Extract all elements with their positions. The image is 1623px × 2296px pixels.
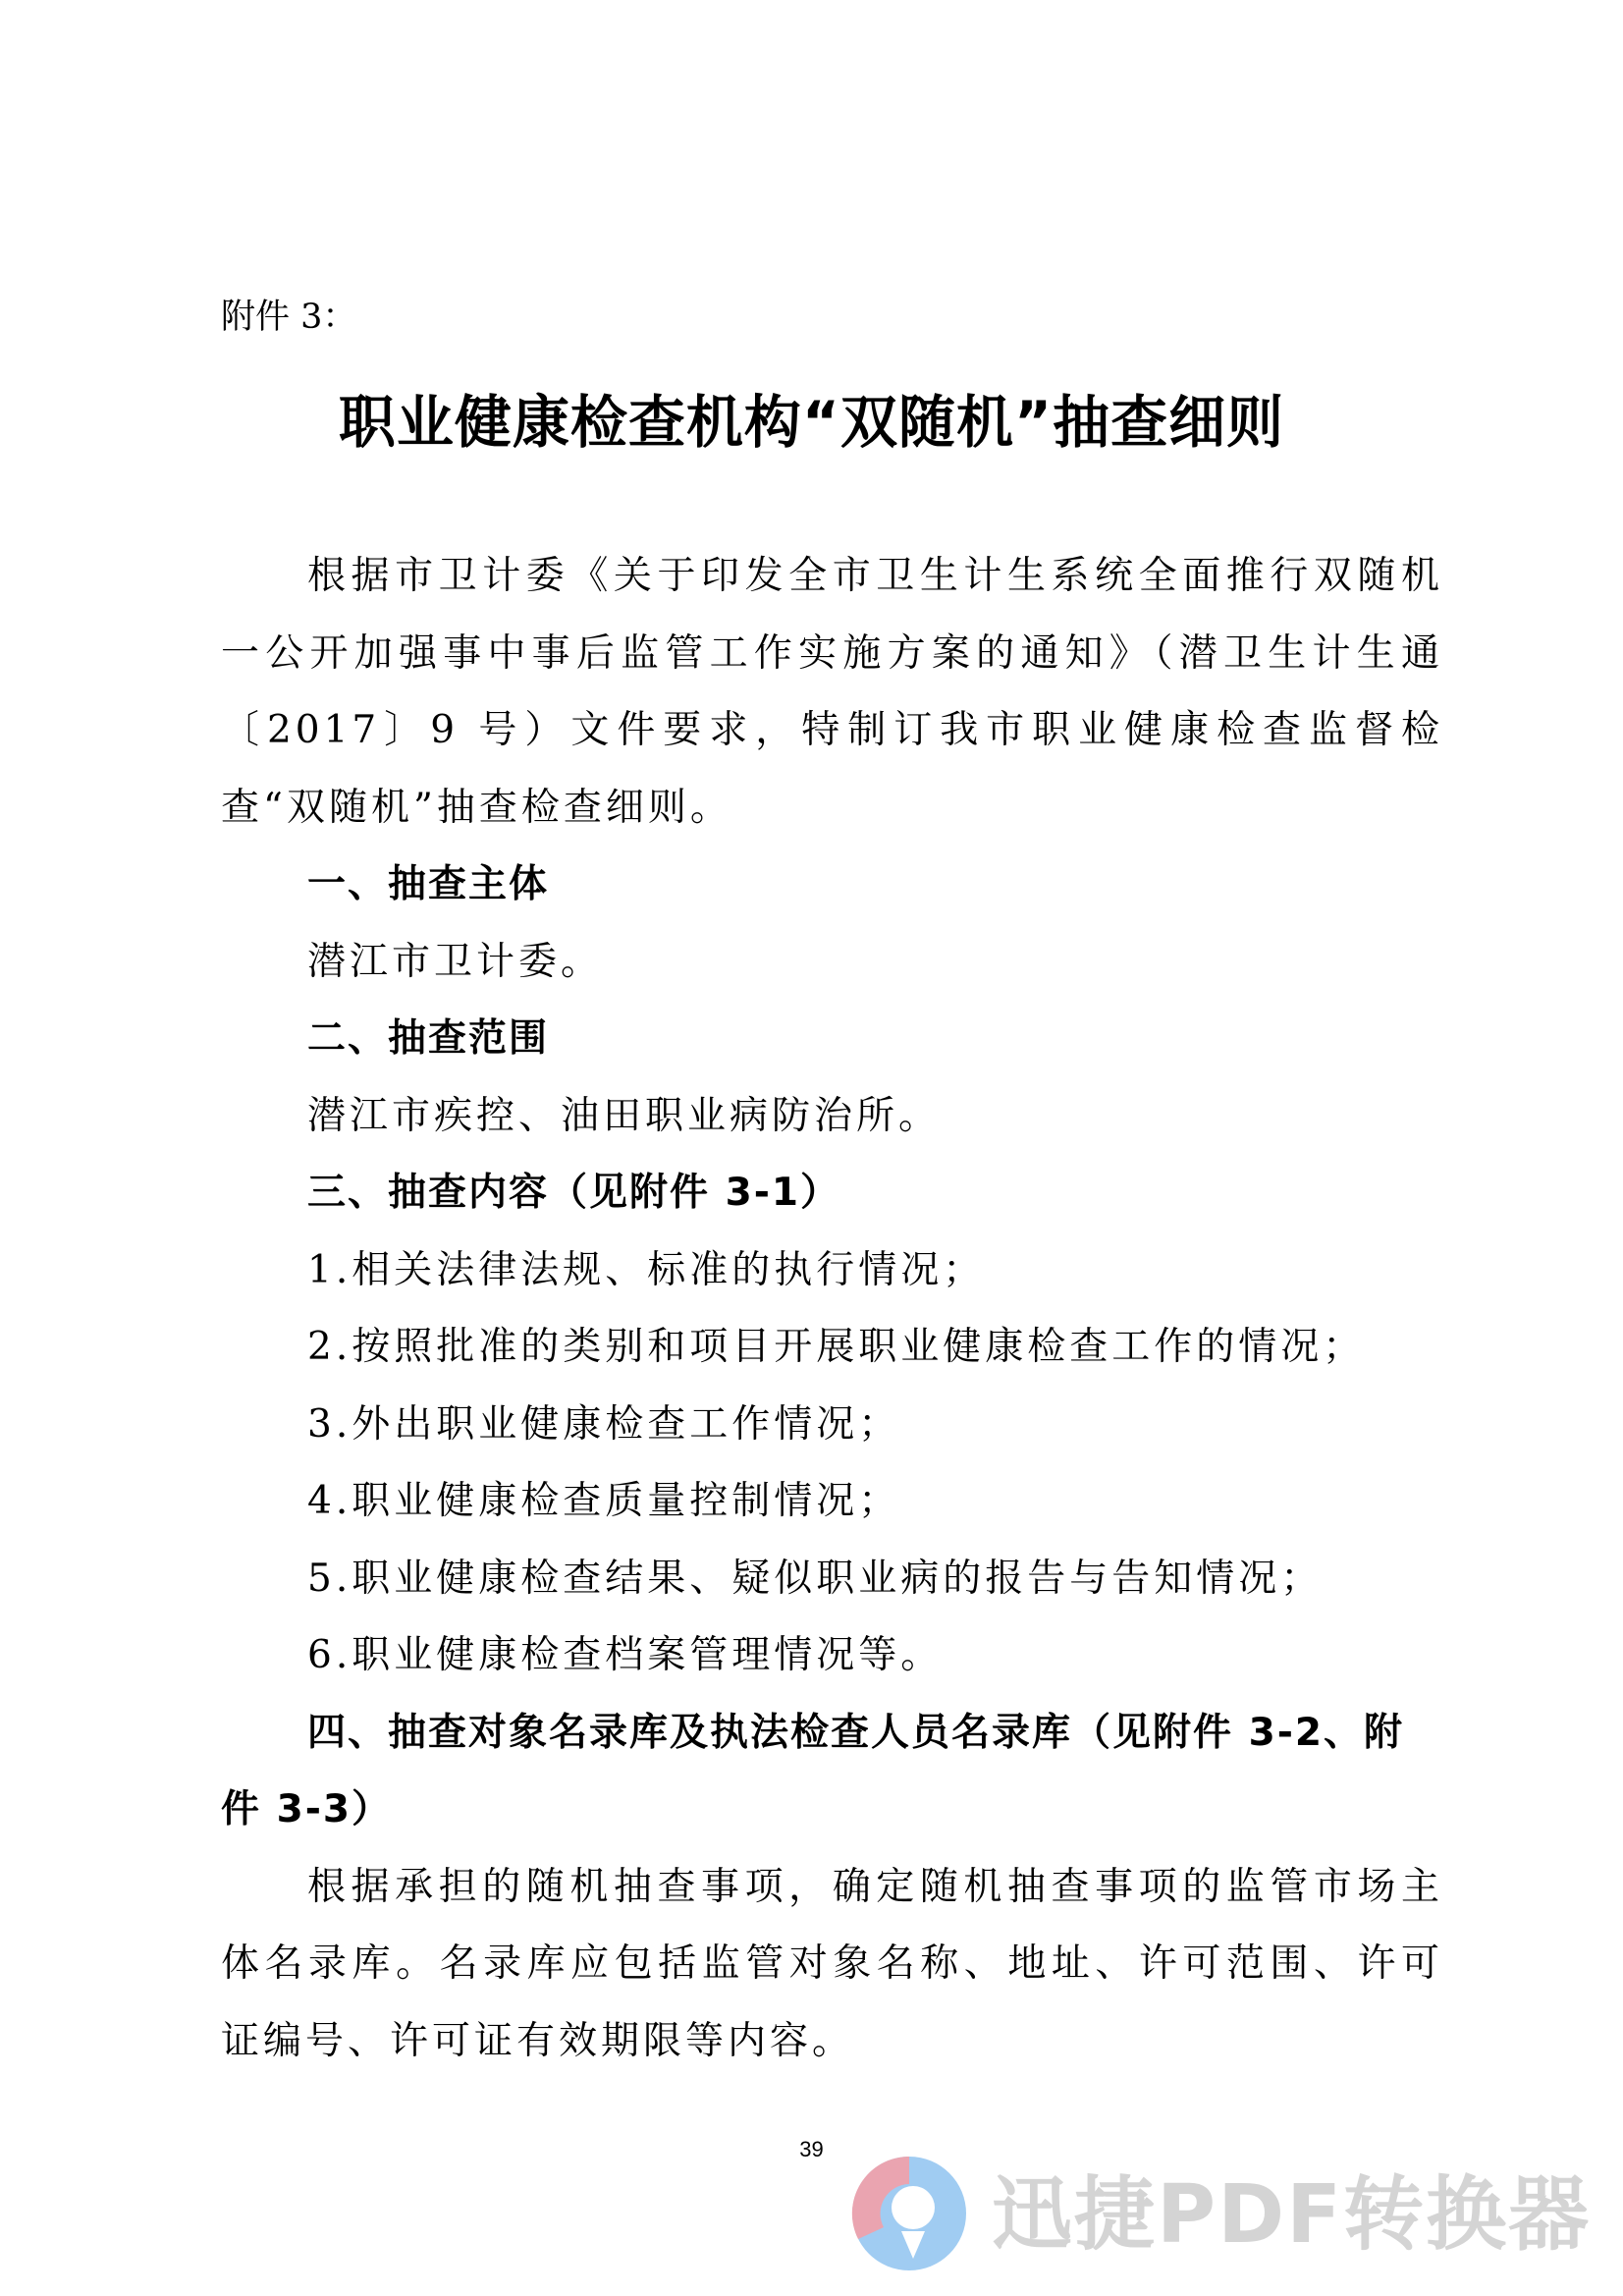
list-item: 4.职业健康检查质量控制情况；: [307, 1479, 901, 1523]
xunjie-logo-icon: [844, 2149, 974, 2278]
section-heading-content: 三、抽查内容（见附件 3-1）: [307, 1171, 841, 1215]
section-heading-subject: 一、抽查主体: [307, 862, 550, 906]
section-heading-directory: 四、抽查对象名录库及执法检查人员名录库（见附件 3-2、附件 3-3）: [221, 1710, 1405, 1831]
list-item: 3.外出职业健康检查工作情况；: [307, 1401, 901, 1447]
annex-label: 附件 3：: [221, 298, 357, 337]
watermark: [844, 2149, 1610, 2276]
list-item: 6.职业健康检查档案管理情况等。: [307, 1633, 944, 1677]
list-item: 1.相关法律法规、标准的执行情况；: [307, 1247, 986, 1292]
section-text-subject: 潜江市卫计委。: [307, 939, 604, 984]
page-number: 39: [799, 2137, 824, 2161]
list-item: 2.按照批准的类别和项目开展职业健康检查工作的情况；: [307, 1325, 1366, 1369]
document-title: 职业健康检查机构“双随机”抽查细则: [338, 389, 1285, 456]
section-text-directory: 根据承担的随机抽查事项，确定随机抽查事项的监管市场主体名录库。名录库应包括监管对象名称、地址、许可范围、许可证编号、许可证有效期限等内容。: [221, 1864, 1443, 2063]
list-item: 5.职业健康检查结果、疑似职业病的报告与告知情况；: [307, 1556, 1324, 1601]
watermark-text: 迅捷PDF转换器: [992, 2168, 1592, 2262]
section-text-scope: 潜江市疾控、油田职业病防治所。: [307, 1093, 942, 1138]
section-heading-scope: 二、抽查范围: [307, 1016, 550, 1061]
document-body: [221, 538, 1443, 2080]
intro-paragraph: 根据市卫计委《关于印发全市卫生计生系统全面推行双随机一公开加强事中事后监管工作实施方案的通知》（潜卫生计生通〔2017〕9 号）文件要求，特制订我市职业健康检查监督检查“双随机”抽查检查细则。: [221, 554, 1443, 830]
